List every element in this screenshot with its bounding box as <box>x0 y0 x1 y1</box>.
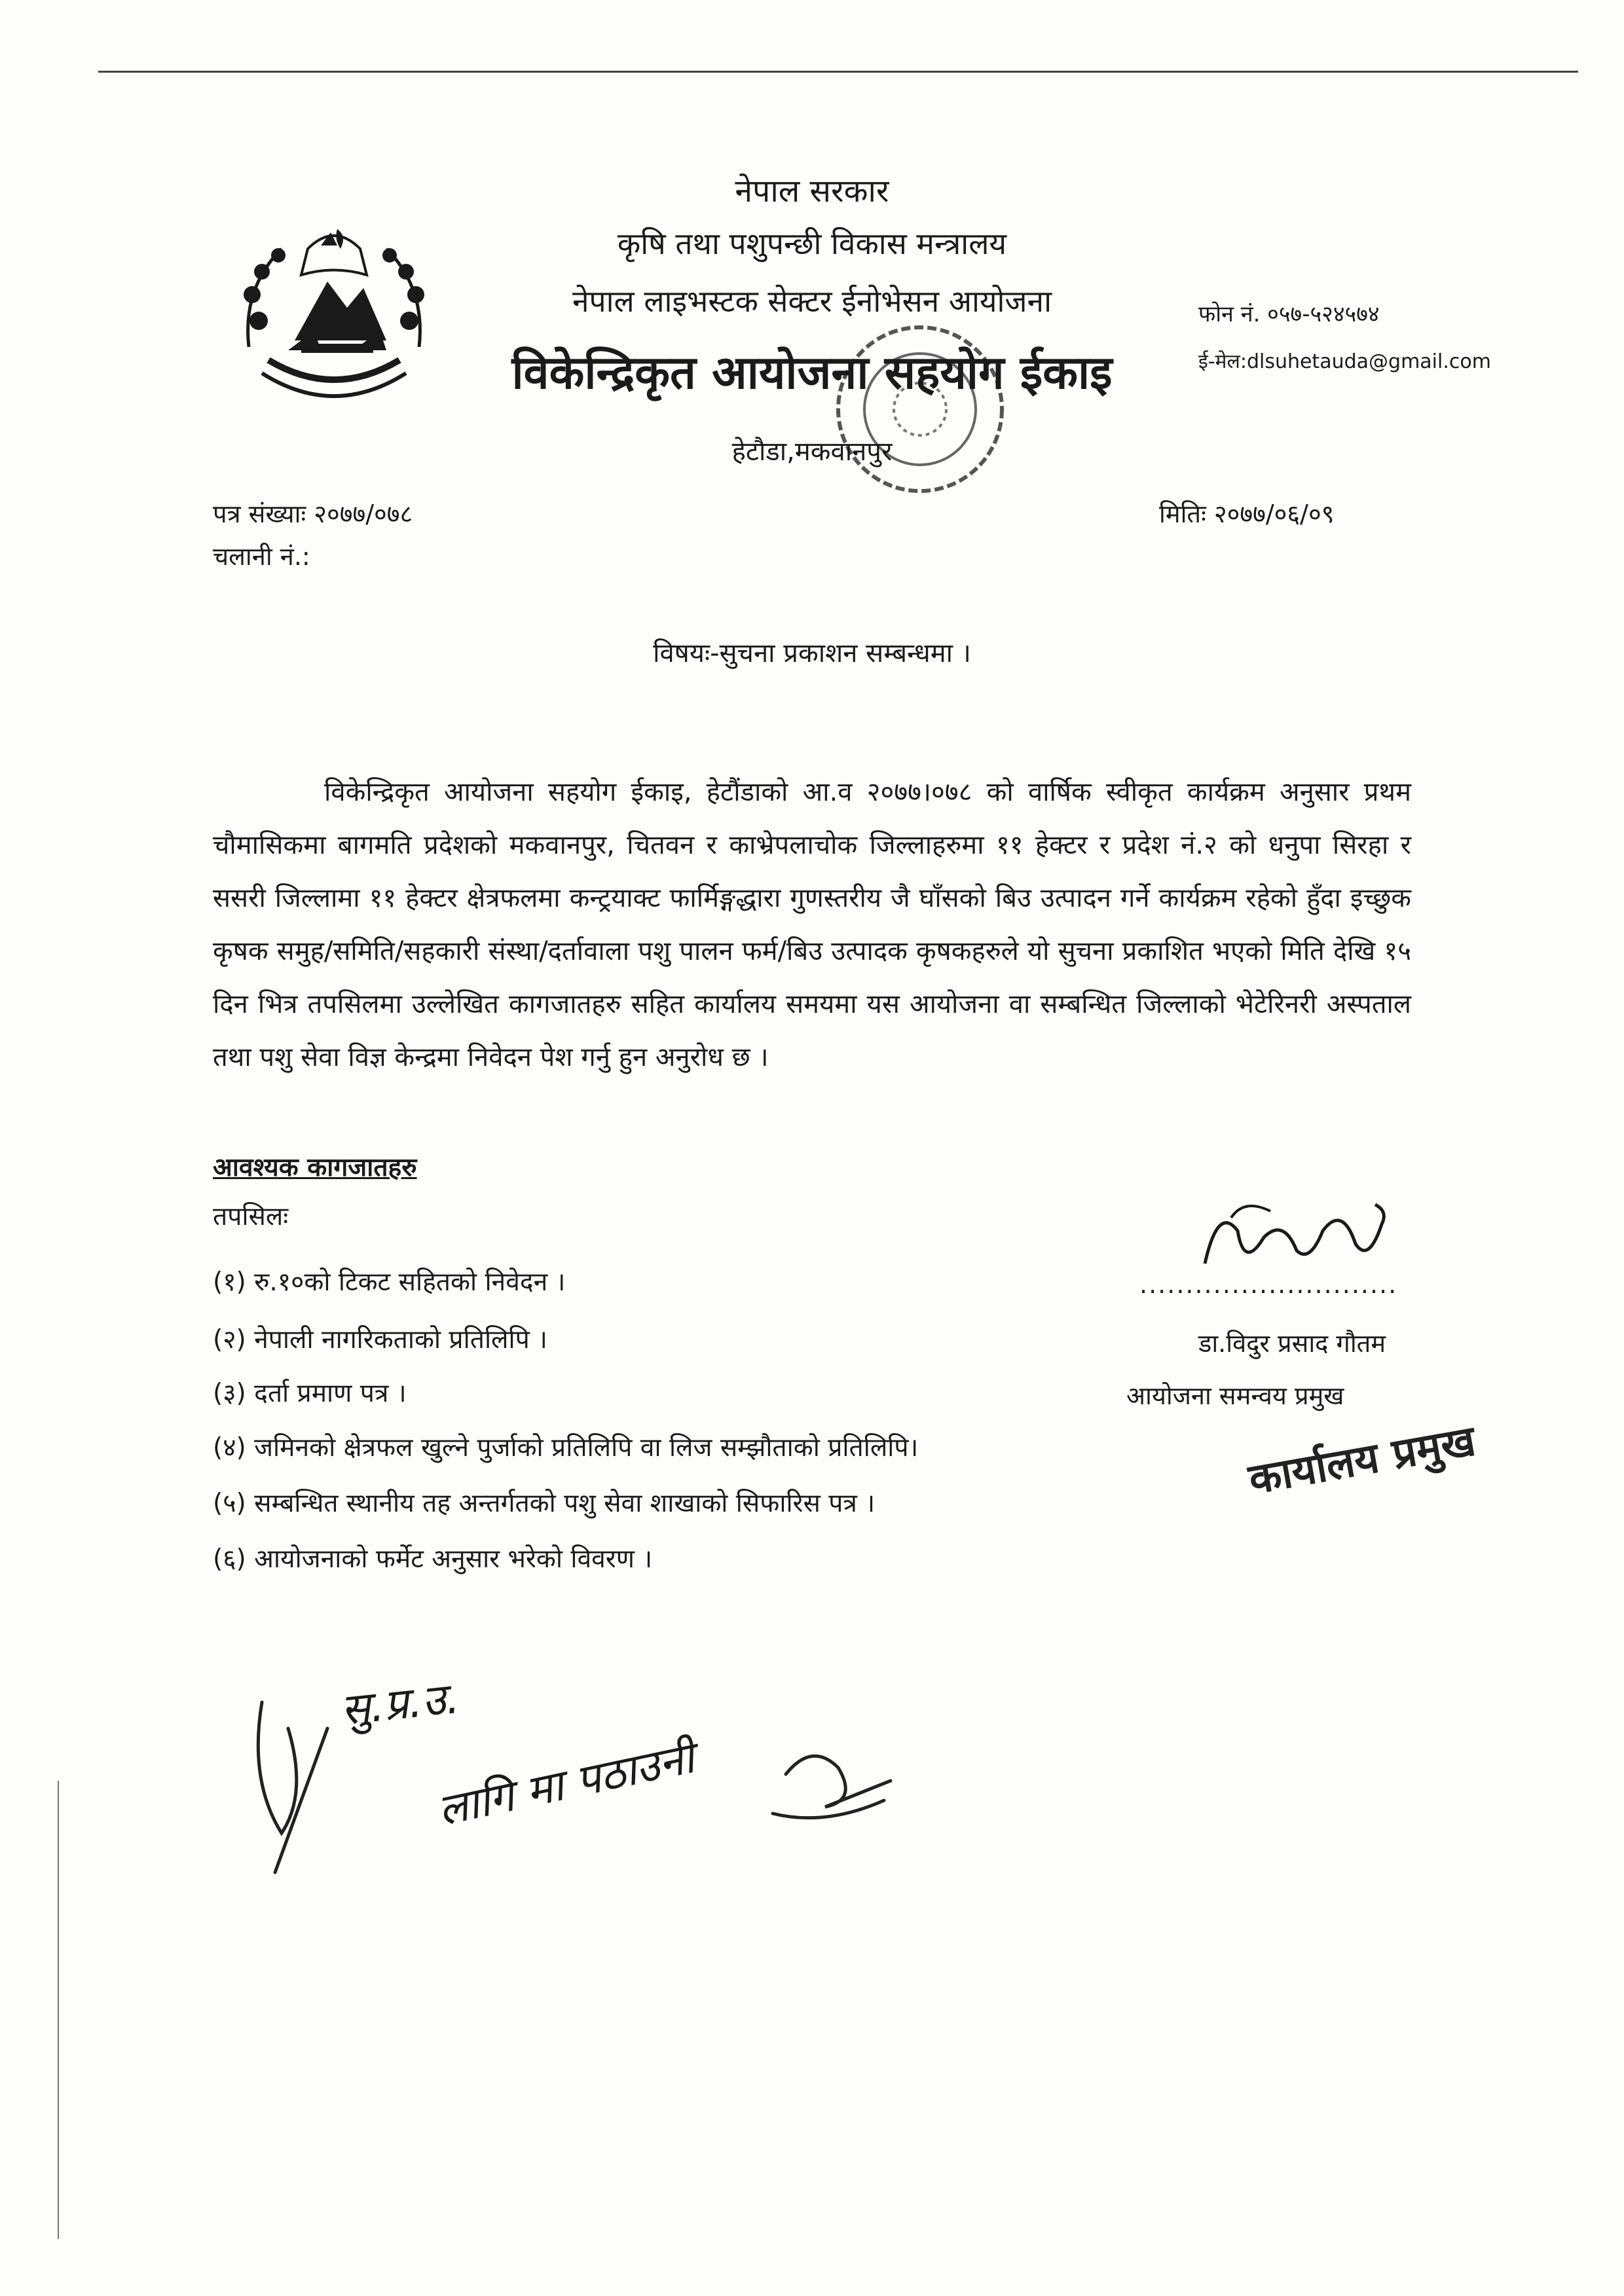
handwritten-note-line1: सु.प्र.उ. <box>338 1672 462 1736</box>
requirements-heading: आवश्यक कागजातहरु <box>213 1153 417 1182</box>
letter-subject: विषयः-सुचना प्रकाशन सम्बन्धमा । <box>653 638 971 668</box>
header-office-name: विकेन्द्रिकृत आयोजना सहयोग ईकाइ <box>511 346 1113 399</box>
paper-left-edge <box>58 1781 59 2239</box>
header-ministry: कृषि तथा पशुपन्छी विकास मन्त्रालय <box>617 226 1007 261</box>
header-project: नेपाल लाइभस्टक सेक्टर ईनोभेसन आयोजना <box>572 283 1052 319</box>
paper-top-rule <box>98 71 1578 73</box>
requirements-intro: तपसिलः <box>213 1202 289 1231</box>
requirement-item: (२) नेपाली नागरिकताको प्रतिलिपि । <box>213 1325 547 1355</box>
header-government: नेपाल सरकार <box>735 173 889 210</box>
dispatch-number: चलानी नं.: <box>213 542 310 571</box>
letter-number: पत्र संख्याः २०७७/०७८ <box>213 500 413 528</box>
signatory-name: डा.विदुर प्रसाद गौतम <box>1198 1329 1386 1358</box>
requirement-item: (४) जमिनको क्षेत्रफल खुल्ने पुर्जाको प्रतिलिपि वा लिज सम्झौताको प्रतिलिपि। <box>213 1433 919 1463</box>
requirement-item: (५) सम्बन्धित स्थानीय तह अन्तर्गतको पशु सेवा शाखाको सिफारिस पत्र । <box>213 1489 876 1518</box>
handwritten-note-line2: लागि मा पठाउनी <box>433 1732 699 1836</box>
office-head-stamp: कार्यालय प्रमुख <box>1245 1417 1479 1504</box>
body-paragraph: विकेन्द्रिकृत आयोजना सहयोग ईकाइ, हेटौंडाको आ.व २०७७।०७८ को वार्षिक स्वीकृत कार्यक्रम अनुसार प्रथम चौमासिकमा बागमति प्रदेशको मकवानपुर, चितवन र काभ्रेपलाचोक जिल्लाहरुमा ११ हेक्टर र प्रदेश नं.२ को धनुपा सिरहा र ससरी जिल्लामा ११ हेक्टर क्षेत्रफलमा कन्ट्रयाक्ट फार्मिङ्गद्धारा गुणस्तरीय जै घाँसको बिउ उत्पादन गर्ने कार्यक्रम रहेको हुँदा इच्छुक कृषक समुह/समिति/सहकारी संस्था/दर्तावाला पशु पालन फर्म/बिउ उत्पादक कृषकहरुले यो सुचना प्रकाशित भएको मिति देखि १५ दिन भित्र तपसिलमा उल्लेखित कागजातहरु सहित कार्यालय समयमा यस आयोजना वा सम्बन्धित जिल्लाको भेटेरिनरी अस्पताल तथा पशु सेवा विज्ञ केन्द्रमा निवेदन पेश गर्नु हुन अनुरोध छ । <box>213 777 1411 1072</box>
requirement-item: (१) रु.१०को टिकट सहितको निवेदन । <box>213 1267 566 1297</box>
signature-dots: ............................ <box>1139 1270 1398 1299</box>
header-location: हेटौडा,मकवानपुर <box>731 437 893 467</box>
header-phone: फोन नं. ०५७-५२४५७४ <box>1198 301 1380 327</box>
signatory-title: आयोजना समन्वय प्रमुख <box>1126 1381 1344 1410</box>
requirement-item: (६) आयोजनाको फर्मेट अनुसार भरेको विवरण । <box>213 1544 653 1574</box>
letter-date: मितिः २०७७/०६/०९ <box>1159 500 1335 528</box>
header-email: ई-मेल:dlsuhetauda@gmail.com <box>1198 350 1491 373</box>
requirement-item: (३) दर्ता प्रमाण पत्र । <box>213 1379 407 1408</box>
